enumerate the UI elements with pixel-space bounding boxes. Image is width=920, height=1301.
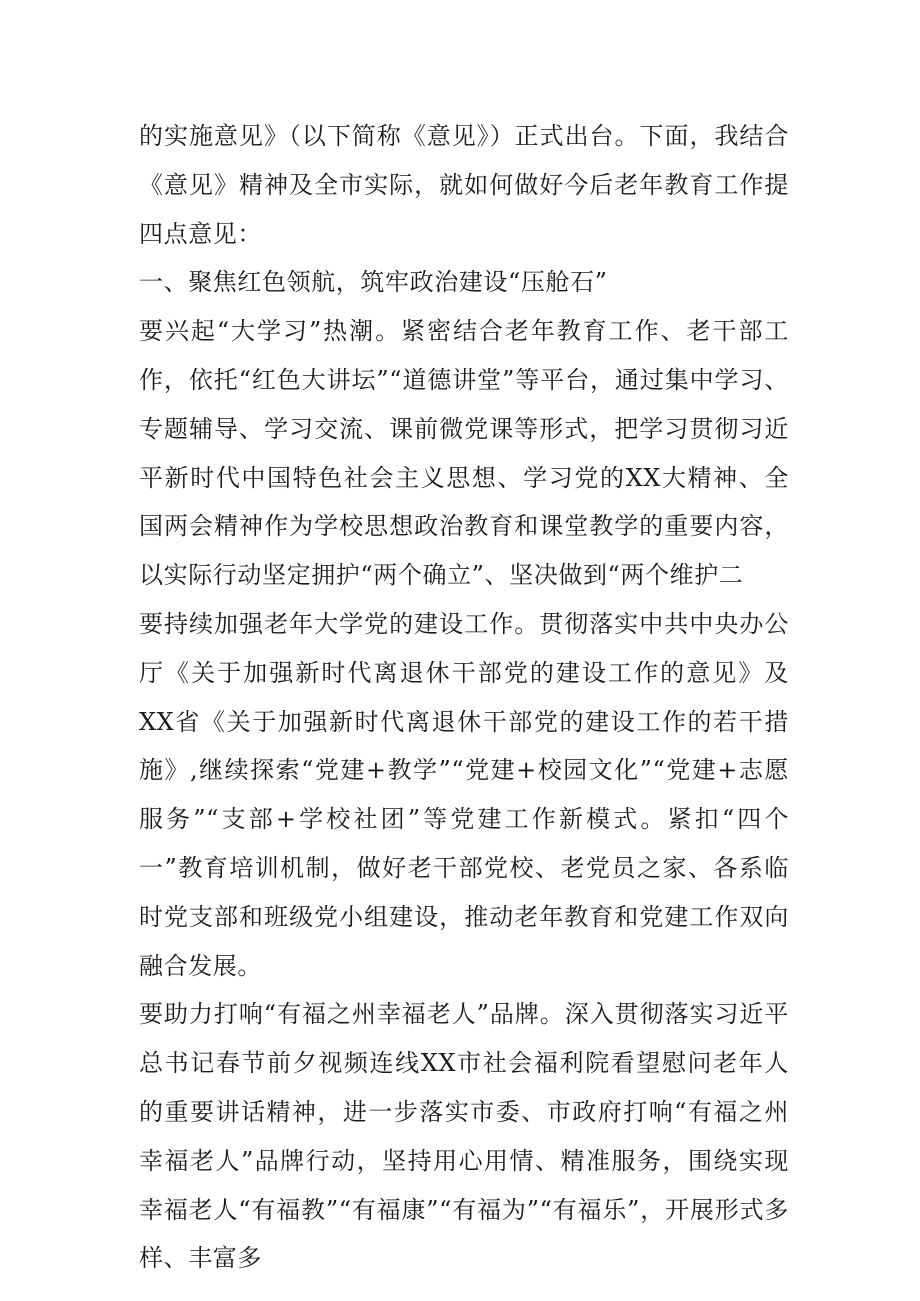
paragraph-party-building: 要持续加强老年大学党的建设工作。贯彻落实中共中央办公厅《关于加强新时代离退休干部党的建设工作的意见》及XX省《关于加强新时代离退休干部党的建设工作的若干措施》,继续探索“党建+教学”“党建+校园文化”“党建+志愿服务”“支部+学校社团”等党建工作新模式。紧扣“四个一”教育培训机制，做好老干部党校、老党员之家、各系临时党支部和班级党小组建设，推动老年教育和党建工作双向融合发展。	[139, 609, 789, 980]
paragraph-intro: 的实施意见》（以下简称《意见》）正式出台。下面，我结合《意见》精神及全市实际，就如何做好今后老年教育工作提四点意见：	[139, 122, 789, 248]
paragraph-brand: 要助力打响“有福之州幸福老人”品牌。深入贯彻落实习近平总书记春节前夕视频连线XX市社会福利院看望慰问老年人的重要讲话精神，进一步落实市委、市政府打响“有福之州幸福老人”品牌行动，坚持用心用情、精准服务，围绕实现幸福老人“有福教”“有福康”“有福为”“有福乐”，开展形式多样、丰富多	[139, 1000, 789, 1273]
section-heading-1: 一、聚焦红色领航，筑牢政治建设“压舱石”	[139, 268, 608, 297]
document-body	[139, 112, 789, 1283]
paragraph-study: 要兴起“大学习”热潮。紧密结合老年教育工作、老干部工作，依托“红色大讲坛”“道德讲堂”等平台，通过集中学习、专题辅导、学习交流、课前微党课等形式，把学习贯彻习近平新时代中国特色社会主义思想、学习党的XX大精神、全国两会精神作为学校思想政治教育和课堂教学的重要内容，以实际行动坚定拥护“两个确立”、坚决做到“两个维护二	[139, 317, 789, 590]
